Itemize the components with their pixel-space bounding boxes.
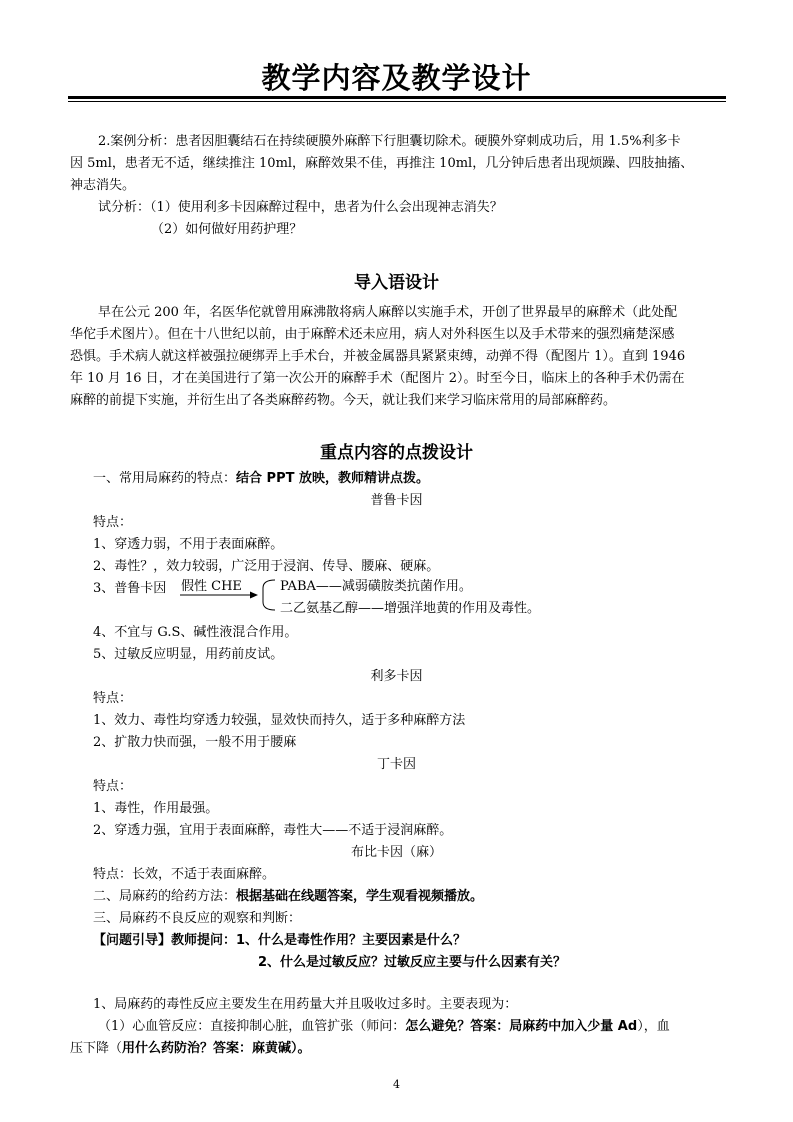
- section-1-method: 结合 PPT 放映，教师精讲点拨。: [236, 471, 429, 486]
- drug-name-tetracaine: 丁卡因: [376, 757, 416, 772]
- tetracaine-point-2: 2、穿透力强，宜用于表面麻醉，毒性大——不适于浸润麻醉。: [93, 823, 453, 838]
- lidocaine-point-2: 2、扩散力快而强，一般不用于腰麻: [93, 735, 297, 750]
- section-1-heading: [93, 470, 429, 488]
- header-rule-thick: [68, 96, 726, 99]
- intro-heading: 导入语设计: [354, 273, 439, 293]
- intro-line-5: 麻醉的前提下实施，并衍生出了各类麻醉药物。今天，就让我们来学习临床常用的局部麻醉药。: [70, 393, 617, 408]
- header-rule-thin: [68, 101, 726, 102]
- cv2-text-a: 压下降（: [70, 1041, 123, 1056]
- procaine-metabolite-diethylaminoethanol: 二乙氨基乙醇——增强洋地黄的作用及毒性。: [280, 601, 541, 616]
- procaine-pseudo-che: 假性 CHE: [181, 579, 242, 594]
- page-number: 4: [393, 1078, 400, 1091]
- section-2-prefix: 二、局麻药的给药方法：: [93, 889, 237, 904]
- section-2-method: 根据基础在线题答案，学生观看视频播放。: [236, 889, 484, 904]
- section-3-heading: 三、局麻药不良反应的观察和判断：: [93, 911, 302, 926]
- case-question-2: （2）如何做好用药护理？: [151, 222, 303, 237]
- case-line-2: 因 5ml，患者无不适，继续推注 10ml，麻醉效果不佳，再推注 10ml，几分钟后患者出现烦躁、四肢抽搐、: [70, 156, 694, 171]
- cardiovascular-line-2: [70, 1040, 311, 1058]
- case-line-3: 神志消失。: [70, 178, 136, 193]
- procaine-features-label: 特点：: [93, 515, 133, 530]
- metabolism-arrow-diagram: [100, 570, 300, 620]
- case-question-1: 试分析：（1）使用利多卡因麻醉过程中，患者为什么会出现神志消失？: [98, 200, 503, 215]
- intro-line-2: 华佗手术图片）。但在十八世纪以前，由于麻醉术还未应用，病人对外科医生以及手术带来的强烈痛楚深感: [70, 327, 675, 342]
- case-line-1: 2.案例分析：患者因胆囊结石在持续硬膜外麻醉下行胆囊切除术。硬膜外穿刺成功后，用 1.5%利多卡: [98, 134, 681, 149]
- procaine-point-1: 1、穿透力弱，不用于表面麻醉。: [93, 537, 284, 552]
- cv-text-a: （1）心血管反应：直接抑制心脏，血管扩张（师问：: [98, 1019, 406, 1034]
- section-2-heading: [93, 888, 483, 906]
- toxicity-intro: 1、局麻药的毒性反应主要发生在用药量大并且吸收过多时。主要表现为：: [93, 997, 518, 1012]
- procaine-point-2: 2、毒性？，效力较弱，广泛用于浸润、传导、腰麻、硬麻。: [93, 559, 440, 574]
- section-1-prefix: 一、常用局麻药的特点：: [93, 471, 237, 486]
- tetracaine-features-label: 特点：: [93, 779, 133, 794]
- intro-line-4: 年 10 月 16 日，才在美国进行了第一次公开的麻醉手术（配图片 2）。时至今日，临床上的各种手术仍需在: [70, 371, 685, 386]
- page-header-title: 教学内容及教学设计: [261, 61, 532, 95]
- bupivacaine-features: 特点：长效，不适于表面麻醉。: [93, 867, 276, 882]
- lidocaine-point-1: 1、效力、毒性均穿透力较强，显效快而持久，适于多种麻醉方法: [93, 713, 466, 728]
- question-guide-2: 2、什么是过敏反应？过敏反应主要与什么因素有关？: [258, 955, 567, 970]
- tetracaine-point-1: 1、毒性，作用最强。: [93, 801, 219, 816]
- procaine-point-3-left: 3、普鲁卡因: [93, 581, 167, 596]
- lidocaine-features-label: 特点：: [93, 691, 133, 706]
- procaine-point-5: 5、过敏反应明显，用药前皮试。: [93, 647, 284, 662]
- cardiovascular-line-1: [98, 1018, 670, 1036]
- key-heading: 重点内容的点拨设计: [320, 443, 473, 463]
- cv-answer: 怎么避免？答案：局麻药中加入少量 Ad: [405, 1019, 638, 1034]
- question-guide-1: 【问题引导】教师提问：1、什么是毒性作用？主要因素是什么？: [93, 933, 467, 948]
- intro-line-1: 早在公元 200 年，名医华佗就曾用麻沸散将病人麻醉以实施手术，开创了世界最早的麻醉术（此处配: [98, 305, 678, 320]
- drug-name-procaine: 普鲁卡因: [370, 493, 423, 508]
- cv-text-c: ），血: [637, 1019, 670, 1034]
- procaine-point-4: 4、不宜与 G.S、碱性液混合作用。: [93, 625, 298, 640]
- intro-line-3: 恐惧。手术病人就这样被强拉硬绑弄上手术台，并被金属器具紧紧束缚，动弹不得（配图片 1）。直到 1946: [70, 349, 686, 364]
- cv2-answer: 用什么药防治？答案：麻黄碱）。: [122, 1041, 311, 1056]
- drug-name-lidocaine: 利多卡因: [370, 669, 423, 684]
- drug-name-bupivacaine: 布比卡因（麻）: [350, 845, 442, 860]
- procaine-metabolite-paba: PABA——减弱磺胺类抗菌作用。: [280, 579, 472, 594]
